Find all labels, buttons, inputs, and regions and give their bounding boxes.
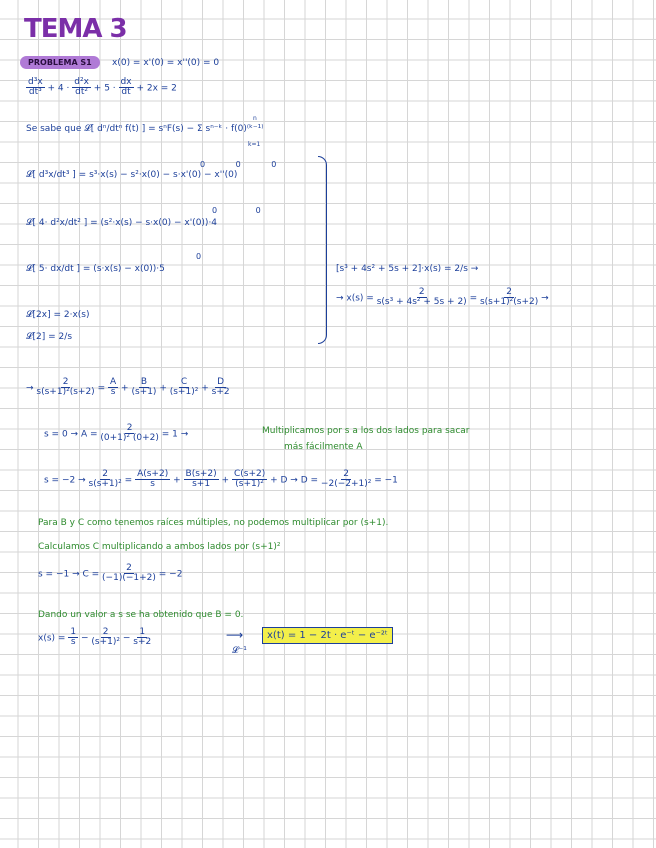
ode-frac-1: $\frac{\text{d³x}}{\text{dt³}}$: [28, 77, 43, 98]
transform-constant: 𝓛[2] = 2/s: [26, 332, 73, 342]
note-bc-line2: Calculamos C multiplicando a ambos lados por (s+1)²: [38, 542, 281, 552]
initial-conditions: x(0) = x'(0) = x''(0) = 0: [112, 58, 220, 68]
ode-equation: $\frac{\text{d³x}}{\text{dt³}}$ + 4 · $\frac{\text{d²x}}{\text{dt²}}$ + 5 · $\frac{dx}{dt}$ + 2x = 2: [28, 77, 177, 98]
final-frac-1: $\frac{1}{s}$: [70, 627, 77, 648]
step-a: s = 0 → A = $\frac{2}{\text{(0+1)² (0+2)}}$ = 1 →: [44, 423, 189, 444]
final-decomposition: x(s) = $\frac{1}{s}$ − $\frac{2}{\text{(s+1)²}}$ − $\frac{1}{s+2}$: [38, 627, 152, 648]
inverse-laplace-label: 𝓛⁻¹: [232, 646, 247, 656]
note-bc-line1: Para B y C como tenemos raíces múltiples, no podemos multiplicar por (s+1).: [38, 518, 389, 528]
combined-equation: [s³ + 4s² + 5s + 2]·x(s) = 2/s →: [336, 264, 479, 274]
step-c: s = −1 → C = $\frac{2}{(-1)(-1+2)}$ = −2: [38, 563, 183, 584]
zero-marks-1: 0 0 0: [200, 160, 291, 169]
step-d: s = −2 → $\frac{2}{\text{s(s+1)²}}$ = $\frac{A(s+2)}{s}$ + $\frac{B(s+2)}{s+1}$ + $\frac{C(s+2)}{\text{(s+1)²}}$ + D → D = $\frac{2}{\text{−2(−2+1)²}}$ = −1: [44, 469, 398, 490]
problem-badge: PROBLEMA S1: [20, 56, 100, 69]
note-a-line2: más fácilmente A: [284, 442, 363, 452]
laplace-theory: Se sabe que 𝓛[ dⁿ/dtⁿ f(t) ] = sⁿF(s) − Σ sⁿ⁻ᵏ · f(0)⁽ᵏ⁻¹⁾: [26, 124, 264, 134]
step-d-frac-2: $\frac{A(s+2)}{s}$: [137, 469, 169, 490]
pf-c: $\frac{C}{\text{(s+1)²}}$: [169, 377, 199, 398]
final-frac-2: $\frac{2}{\text{(s+1)²}}$: [91, 627, 120, 648]
step-c-frac: $\frac{2}{(-1)(-1+2)}$: [102, 563, 156, 584]
ode-frac-2: $\frac{\text{d²x}}{\text{dt²}}$: [74, 77, 89, 98]
pf-lhs: $\frac{2}{\text{s(s+1)²(s+2)}}$: [36, 377, 95, 398]
step-d-frac-1: $\frac{2}{\text{s(s+1)²}}$: [88, 469, 122, 490]
arrow-icon: ⟶: [226, 628, 244, 642]
transform-first-derivative: 𝓛[ 5· dx/dt ] = (s·x(s) − x(0))·5: [26, 264, 165, 274]
partial-fraction-decomposition: → $\frac{2}{\text{s(s+1)²(s+2)}}$ = $\frac{A}{s}$ + $\frac{B}{(s+1)}$ + $\frac{C}{\text{(s+1)²}}$ + $\frac{D}{s+2}$: [26, 377, 230, 398]
sum-upper-limit: n: [253, 115, 257, 122]
xs-solution: → x(s) = $\frac{2}{\text{s(s³ + 4s² + 5s + 2)}}$ = $\frac{2}{\text{s(s+1)²(s+2)}}$ →: [336, 287, 549, 308]
zero-marks-2: 0 0: [212, 206, 279, 215]
pf-b: $\frac{B}{(s+1)}$: [131, 377, 157, 398]
zero-marks-3: 0: [196, 252, 202, 261]
pf-d: $\frac{D}{s+2}$: [211, 377, 230, 398]
transform-x: 𝓛[2x] = 2·x(s): [26, 310, 90, 320]
transform-third-derivative: 𝓛[ d³x/dt³ ] = s³·x(s) − s²·x(0) − s·x'(0) − x''(0): [26, 170, 238, 180]
xs-frac-2: $\frac{2}{\text{s(s+1)²(s+2)}}$: [479, 287, 539, 308]
page-title: TEMA 3: [24, 14, 127, 44]
final-answer-highlight: x(t) = 1 − 2t · e⁻ᵗ − e⁻²ᵗ: [262, 627, 393, 644]
step-a-frac: $\frac{2}{\text{(0+1)² (0+2)}}$: [100, 423, 159, 444]
final-frac-3: $\frac{1}{s+2}$: [133, 627, 152, 648]
laplace-derivative-formula: 𝓛[ dⁿ/dtⁿ f(t) ] = sⁿF(s) − Σ sⁿ⁻ᵏ · f(0)⁽ᵏ⁻¹⁾: [84, 124, 264, 134]
step-d-frac-5: $\frac{2}{\text{−2(−2+1)²}}$: [320, 469, 372, 490]
step-d-frac-3: $\frac{B(s+2)}{s+1}$: [185, 469, 217, 490]
pf-a: $\frac{A}{s}$: [109, 377, 117, 398]
transform-second-derivative: 𝓛[ 4· d²x/dt² ] = (s²·x(s) − s·x(0) − x'(0))·4: [26, 218, 218, 228]
note-a-line1: Multiplicamos por s a los dos lados para sacar: [262, 426, 470, 436]
grouping-brace: [318, 156, 327, 344]
sum-lower-limit: k=1: [248, 141, 261, 148]
xs-frac-1: $\frac{2}{\text{s(s³ + 4s² + 5s + 2)}}$: [376, 287, 467, 308]
ode-frac-3: $\frac{dx}{dt}$: [120, 77, 132, 98]
note-b: Dando un valor a s se ha obtenido que B = 0.: [38, 610, 244, 620]
step-d-frac-4: $\frac{C(s+2)}{\text{(s+1)²}}$: [233, 469, 266, 490]
